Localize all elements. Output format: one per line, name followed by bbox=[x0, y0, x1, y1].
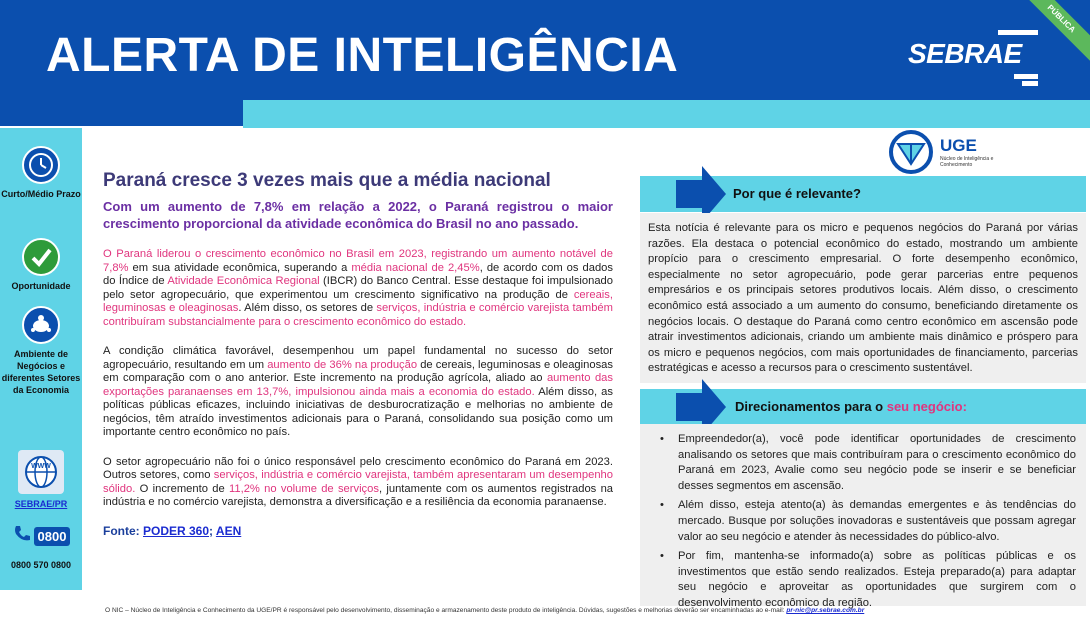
sidebar-label-opportunity: Oportunidade bbox=[11, 281, 71, 291]
article-paragraph-3: O setor agropecuário não foi o único responsável pelo crescimento econômico do Paraná em 2023. Outros setores, como serviços, indústria e comércio varejista, também apresentaram um desempenho sólido. O incremento de 11,2% no volume de serviços, juntamente com os aumentos registrados na indústria e no comércio varejista, demonstra a diversificação e a resiliência da economia paranaense. bbox=[103, 455, 614, 508]
sidebar-item-phone bbox=[0, 524, 82, 571]
sidebar-item-timeframe bbox=[0, 146, 82, 200]
directions-list bbox=[640, 424, 1086, 609]
sidebar-item-opportunity bbox=[0, 238, 82, 292]
header-band-left bbox=[0, 114, 243, 126]
clock-icon bbox=[22, 146, 60, 184]
sidebar-label-timeframe: Curto/Médio Prazo bbox=[1, 189, 81, 199]
article-subtitle: Com um aumento de 7,8% em relação a 2022, o Paraná registrou o maior crescimento proporcional da atividade econômica do Brasil no ano passado. bbox=[103, 199, 613, 231]
uge-label: UGE bbox=[940, 136, 977, 155]
list-item: • Empreendedor(a), você pode identificar oportunidades de crescimento analisando os setores que mais contribuíram para o crescimento econômico do Paraná em 2023, Avalie como seu negócio pode se inserir e se beneficiar desses segmentos em ascensão. bbox=[660, 433, 1076, 492]
checkmark-icon bbox=[22, 238, 60, 276]
phone-number: 0800 570 0800 bbox=[10, 560, 72, 570]
turtle-icon bbox=[22, 306, 60, 344]
footer-text: O NIC – Núcleo de Inteligência e Conhecimento da UGE/PR é responsável pelo desenvolvimento, disseminação e armazenamento deste produto de inteligência. Dúvidas, sugestões e melhorias deverão ser encaminhadas ao e-mail: bbox=[105, 607, 787, 614]
footer-note bbox=[105, 607, 1085, 614]
header-band-right bbox=[243, 100, 1090, 128]
svg-text:WWW: WWW bbox=[31, 463, 51, 470]
uge-logo bbox=[888, 130, 998, 174]
list-item: • Por fim, mantenha-se informado(a) sobre as políticas públicas e os investimentos que estão sendo realizados. Esteja preparado(a) para adaptar seu negócio e aproveitar as oportunidades que surgirem com o desenvolvimento econômico da região. bbox=[660, 550, 1076, 609]
relevance-text: Esta notícia é relevante para os micro e pequenos negócios do Paraná por várias razões. Ela destaca o potencial econômico do estado, mostrando um ambiente propício para o crescimento empresarial. O forte desempenho econômico, especialmente no setor agropecuário, pode gerar parcerias entre pequenos empresários e os principais setores produtivos locais. Além disso, o crescimento econômico está associado a um aumento do consumo, beneficiando diretamente os negócios locais. O destaque do Paraná como centro econômico em ascensão pode atrair investimentos adicionais, criando um ambiente mais dinâmico e próspero para os micro e pequenos negócios, com mais oportunidades de financiamento, parcerias estratégicas e acesso a recursos para o crescimento sustentável. bbox=[640, 213, 1086, 383]
uge-description: Núcleo de Inteligência e Conhecimento bbox=[940, 156, 994, 168]
uge-emblem-icon bbox=[888, 130, 934, 174]
page-title: ALERTA DE INTELIGÊNCIA bbox=[46, 29, 679, 82]
article-source bbox=[103, 524, 613, 538]
sidebar-website-link[interactable]: SEBRAE/PR bbox=[14, 499, 68, 509]
sidebar bbox=[0, 128, 82, 590]
list-item: • Além disso, esteja atento(a) às demandas emergentes e às tendências do mercado. Busque por soluções inovadoras e sustentáveis que possam agregar valor ao seu negócio e atender às necessidades do público-alvo. bbox=[660, 499, 1076, 543]
sidebar-label-environment: Ambiente de Negócios e diferentes Setores da Economia bbox=[1, 349, 81, 395]
sebrae-logo-text: SEBRAE bbox=[908, 38, 1022, 69]
source-separator: ; bbox=[209, 523, 214, 538]
relevance-title: Por que é relevante? bbox=[733, 186, 861, 201]
sidebar-item-environment bbox=[0, 306, 82, 396]
article-paragraph-1: O Paraná liderou o crescimento econômico no Brasil em 2023, registrando um aumento notável de 7,8% em sua atividade econômica, superando a média nacional de 2,45%, de acordo com os dados do Índice de Atividade Econômica Regional (IBCR) do Banco Central. Esse destaque foi impulsionado pelo setor agropecuário, que experimentou um crescimento significativo na produção de cereais, leguminosas e oleaginosas. Além disso, os setores de serviços, indústria e comércio varejista também contribuíram substancialmente para o crescimento econômico do estado. bbox=[103, 248, 614, 328]
header-banner bbox=[0, 0, 1090, 114]
article-title: Paraná cresce 3 vezes mais que a média nacional bbox=[103, 170, 551, 191]
directions-title: Direcionamentos para o seu negócio: bbox=[735, 399, 967, 414]
phone-badge: 0800 bbox=[34, 527, 71, 546]
article-paragraph-2: A condição climática favorável, desempenhou um papel fundamental no sucesso do setor agropecuário, resultando em um aumento de 36% na produção de cereais, leguminosas e oleaginosas em comparação com o ano anterior. Este incremento na produção agrícola, aliado ao aumento das exportações paranaenses em 13,7%, impulsionou ainda mais a economia do estado. Além disso, as políticas públicas eficazes, incluindo iniciativas de desburocratização e melhorias no ambiente de negócios, têm atraído investimentos adicionais para o Paraná, consolidando sua posição como um importante centro econômico no país. bbox=[103, 345, 614, 438]
footer-email-link[interactable]: pr-nic@pr.sebrae.com.br bbox=[786, 607, 865, 614]
article bbox=[103, 170, 613, 538]
phone-icon bbox=[12, 524, 32, 549]
sidebar-item-website[interactable] bbox=[0, 450, 82, 510]
public-badge: PÚBLICA bbox=[1016, 0, 1090, 64]
source-link-aen[interactable]: AEN bbox=[215, 523, 242, 538]
sebrae-logo bbox=[908, 28, 1038, 86]
www-icon[interactable] bbox=[18, 450, 64, 494]
source-label: Fonte: bbox=[103, 523, 140, 538]
source-link-poder360[interactable]: PODER 360 bbox=[143, 523, 210, 538]
